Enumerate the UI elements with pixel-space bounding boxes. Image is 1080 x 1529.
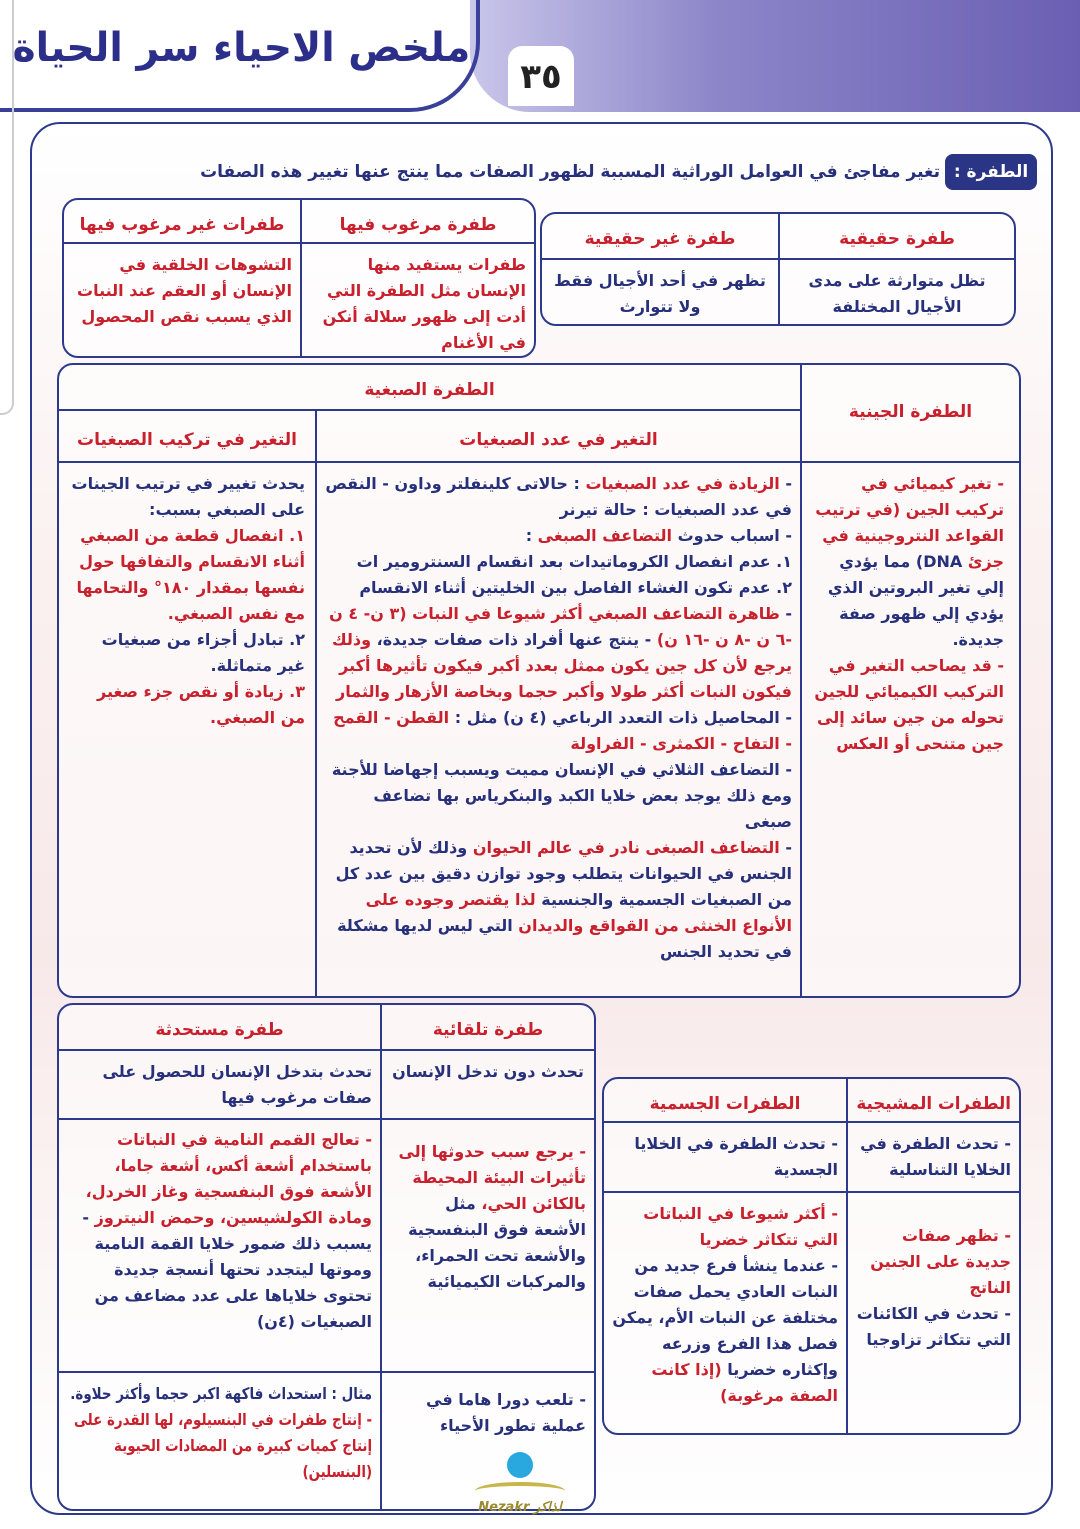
definition-label: الطفرة : bbox=[945, 154, 1037, 190]
cell-content: الطفرات الجسمية bbox=[649, 1094, 801, 1114]
list-item bbox=[67, 1407, 372, 1485]
gene-body bbox=[802, 467, 1012, 761]
header-somatic bbox=[604, 1085, 846, 1123]
margin-line bbox=[0, 0, 14, 415]
header-spontaneous bbox=[382, 1011, 594, 1049]
nezakr-logo bbox=[470, 1448, 570, 1526]
cell-content: طفرة تلقائية bbox=[432, 1020, 544, 1040]
real-mutation-table bbox=[540, 212, 1016, 326]
induced-desc bbox=[59, 1055, 380, 1115]
cell-content: التشوهات الخلقية في الإنسان أو العقم عند النبات الذي يسبب نقص المحصول bbox=[77, 255, 292, 326]
cell-content: - تحدث الطفرة في الخلايا الجسدية bbox=[634, 1134, 838, 1179]
body-text: - المحاصيل ذات التعدد الرباعي (٤ ن) مثل : bbox=[449, 708, 792, 727]
logo-text: Nezakr لذاكر bbox=[478, 1500, 562, 1515]
germinal-desc bbox=[848, 1127, 1019, 1187]
number-body bbox=[317, 467, 800, 969]
highlight-text: وذلك يرجع لأن كل جين يكون ممثل بعدد أكبر فيكون تأثيرها أكبر فيكون النبات أكثر طولا وأكبر حجما وبخاصة الأزهار والثمار bbox=[331, 630, 792, 701]
cell-content bbox=[67, 1127, 372, 1335]
cell-content bbox=[67, 1381, 372, 1485]
cell-content: الطفرات المشيجية bbox=[856, 1094, 1011, 1114]
highlight-text: - يرجع سبب حدوثها إلى تأثيرات البيئة المحيطة بالكائن الحي، bbox=[398, 1142, 586, 1213]
open-book-icon bbox=[475, 1482, 565, 1500]
cell-content bbox=[325, 471, 792, 965]
body-text: - يسبب ذلك ضمور خلايا القمة النامية وموتها ليتجدد تحتها أنسجة جديدة تحتوى خلاياها على عدد مضاعف من الصبغيات (٤ن) bbox=[82, 1208, 372, 1331]
page-number: ٣٥ bbox=[508, 46, 574, 106]
list-item bbox=[69, 627, 305, 679]
highlight-text: لذا يقتصر وجوده على الأنواع الخنثى من القواقع والديدان bbox=[365, 890, 792, 935]
list-item bbox=[325, 601, 792, 757]
highlight-text: - تغير كيميائي في تركيب الجين (في ترتيب القواعد النتروجينية في جزئ bbox=[815, 474, 1004, 571]
body-text: - bbox=[779, 838, 792, 857]
highlight-text: - قد يصاحب التغير في التركيب الكيميائي للجين تحوله من جين سائد إلى جين متنحى أو العكس bbox=[814, 656, 1004, 753]
cell-content bbox=[390, 1387, 586, 1439]
list-item bbox=[69, 679, 305, 731]
induced-examples bbox=[59, 1377, 380, 1489]
body-text: : حالاتى كلينفلتر وداون - النقص في عدد الصبغيات : حالة تيرنر bbox=[325, 474, 792, 519]
list-item bbox=[325, 471, 792, 523]
highlight-text: - أكثر شيوعا في النباتات التي تتكاثر خضريا bbox=[643, 1204, 838, 1249]
cell-content bbox=[856, 1223, 1011, 1353]
page-title bbox=[10, 22, 472, 74]
cell-content bbox=[810, 471, 1004, 757]
list-item bbox=[612, 1253, 838, 1409]
cell-content: طفرات غير مرغوب فيها bbox=[79, 215, 285, 235]
highlight-text: التضاعف الصبغى نادر في عالم الحيوان bbox=[472, 838, 780, 857]
structure-body bbox=[61, 467, 313, 735]
cell-content: الطفرة الصبغية bbox=[364, 380, 495, 400]
cell-content: التغير في تركيب الصبغيات bbox=[76, 430, 298, 450]
body-text: : bbox=[525, 526, 538, 545]
list-item bbox=[325, 757, 792, 835]
cell-type-mutation-table bbox=[602, 1077, 1021, 1435]
body-text: ٢. عدم تكون الغشاء الفاصل بين الخليتين أثناء الانقسام bbox=[359, 578, 792, 597]
desired-desc bbox=[302, 248, 534, 360]
cell-content: الطفرة الجينية bbox=[848, 402, 973, 422]
list-item bbox=[612, 1201, 838, 1253]
cell-content: طفرة غير حقيقية bbox=[584, 229, 736, 249]
header-induced bbox=[59, 1011, 380, 1049]
somatic-details bbox=[604, 1197, 846, 1413]
graduate-icon bbox=[507, 1452, 533, 1478]
cell-content: تغير مفاجئ في العوامل الوراثية المسببة لظهور الصفات مما ينتج عنها تغيير هذه الصفات bbox=[200, 162, 940, 182]
body-text: - bbox=[779, 604, 792, 623]
list-item bbox=[67, 1127, 372, 1335]
induced-method bbox=[59, 1123, 380, 1339]
list-item bbox=[810, 653, 1004, 757]
body-text: - ينتج عنها أفراد ذات صفات جديدة، bbox=[376, 630, 657, 649]
header-gene-mutation bbox=[802, 393, 1019, 431]
cell-content bbox=[612, 1201, 838, 1409]
list-item bbox=[856, 1223, 1011, 1301]
body-text: يحدث تغيير في ترتيب الجينات على الصبغي بسبب: bbox=[71, 474, 305, 519]
real-desc bbox=[780, 264, 1014, 324]
not-real-desc bbox=[542, 264, 778, 324]
body-text: - التضاعف الثلاثي في الإنسان مميت ويسبب إجهاضا للأجنة ومع ذلك يوجد بعض خلايا الكبد والبنكرياس بها تضاعف صبغى bbox=[331, 760, 792, 831]
body-text: وذلك لأن تحديد الجنس في الحيوانات يتطلب وجود توازن دقيق بين عدد كل من الصبغيات الجسمية والجنسية bbox=[335, 838, 792, 909]
spontaneous-desc bbox=[382, 1055, 594, 1089]
undesired-desc bbox=[64, 248, 300, 334]
body-text: مثال : استحداث فاكهة اكبر حجما وأكثر حلاوة. bbox=[70, 1384, 373, 1403]
header-structure-change bbox=[59, 421, 315, 459]
spontaneous-causes bbox=[382, 1135, 594, 1299]
highlight-text: ٣. زيادة أو نقص جزء صغير من الصبغي. bbox=[97, 682, 305, 727]
body-text: - تحدث في الكائنات التي تتكاثر تزاوجيا bbox=[856, 1304, 1011, 1349]
list-item bbox=[67, 1381, 372, 1407]
somatic-desc bbox=[604, 1127, 846, 1187]
highlight-text: القطن - القمح - التفاح - الكمثرى - الفراولة bbox=[333, 708, 792, 753]
list-item bbox=[325, 835, 792, 965]
cell-content: تحدث بتدخل الإنسان للحصول على صفات مرغوب فيها bbox=[102, 1062, 372, 1107]
highlight-text: ١. انفصال قطعة من الصبغي أثناء الانقسام والتفافها حول نفسها بمقدار ١٨٠° والتحامها مع نفس الصبغي. bbox=[76, 526, 305, 623]
cell-content: تظل متوارثة على مدى الأجيال المختلفة bbox=[808, 271, 986, 316]
cell-content: طفرة حقيقية bbox=[839, 229, 955, 249]
spontaneous-role bbox=[382, 1383, 594, 1443]
cell-content: طفرة مرغوب فيها bbox=[339, 215, 497, 235]
highlight-text: الزيادة في عدد الصبغيات bbox=[585, 474, 780, 493]
body-text: ٢. تبادل أجزاء من صبغيات غير متماثلة. bbox=[101, 630, 305, 675]
header-not-real bbox=[542, 220, 778, 258]
list-item bbox=[69, 471, 305, 523]
cell-content: تظهر في أحد الأجيال فقط ولا تتوارث bbox=[554, 271, 766, 316]
cell-content: طفرة مستحدثة bbox=[155, 1020, 284, 1040]
origin-mutation-table bbox=[57, 1003, 596, 1511]
list-item bbox=[325, 575, 792, 601]
highlight-text: ظاهرة التضاعف الصبغي أكثر شيوعا في النبات (٣ ن- ٤ ن -٦ ن -٨ ن -١٦ ن) bbox=[329, 604, 792, 649]
cell-content: طفرات يستفيد منها الإنسان مثل الطفرة التي أدت إلى ظهور سلالة أنكن في الأغنام bbox=[322, 255, 526, 352]
body-text: ١. عدم انفصال الكروماتيدات بعد انقسام السنترومير ات bbox=[356, 552, 792, 571]
header-desired bbox=[302, 206, 534, 244]
definition-text bbox=[150, 158, 940, 186]
highlight-text: (إذا كانت الصفة مرغوبة) bbox=[651, 1360, 838, 1405]
cell-content: - تحدث الطفرة في الخلايا التناسلية bbox=[860, 1134, 1011, 1179]
desired-mutation-table bbox=[62, 198, 536, 358]
list-item bbox=[69, 523, 305, 627]
cell-content bbox=[69, 471, 305, 731]
highlight-text: - تظهر صفات جديدة على الجنين الناتج bbox=[870, 1226, 1011, 1297]
body-text: التي ليس لديها مشكلة في تحديد الجنس bbox=[337, 916, 792, 961]
gene-chromosome-table bbox=[57, 363, 1021, 998]
list-item bbox=[810, 471, 1004, 653]
list-item bbox=[390, 1139, 586, 1295]
highlight-text: - إنتاج طفرات في البنسيلوم، لها القدرة على إنتاج كميات كبيرة من المضادات الحيوية (البنسلين) bbox=[73, 1410, 373, 1481]
highlight-text: التضاعف الصبغى bbox=[537, 526, 673, 545]
cell-content bbox=[390, 1139, 586, 1295]
cell-content: تحدث دون تدخل الإنسان bbox=[392, 1062, 584, 1081]
cell-content: ملخص الاحياء سر الحياة bbox=[12, 25, 470, 71]
body-text: مثل الأشعة فوق البنفسجية والأشعة تحت الحمراء، والمركبات الكيميائية bbox=[408, 1194, 586, 1291]
body-text: - اسباب حدوث bbox=[672, 526, 792, 545]
list-item bbox=[856, 1301, 1011, 1353]
body-text: - bbox=[779, 474, 792, 493]
header-number-change bbox=[317, 421, 800, 459]
body-text: - عندما ينشأ فرع جديد من النبات العادي يحمل صفات مختلفة عن النبات الأم، يمكن فصل هذا الفرع وزرعه وإكثاره خضريا bbox=[612, 1256, 838, 1379]
germinal-details bbox=[848, 1219, 1019, 1357]
cell-content: التغير في عدد الصبغيات bbox=[459, 430, 658, 450]
highlight-text: - تعالج القمم النامية في النباتات باستخدام أشعة أكس، أشعة جاما، الأشعة فوق البنفسجية وغاز الخردل، ومادة الكولشيسين، وحمض النيتروز bbox=[85, 1130, 372, 1227]
list-item bbox=[325, 549, 792, 575]
header-undesired bbox=[64, 206, 300, 244]
header-chromosome-mutation bbox=[59, 371, 800, 409]
body-text: DNA) مما يؤدي إلي تغير البروتين الذي يؤدي إلي ظهور صفة جديدة. bbox=[827, 552, 1004, 649]
header-real bbox=[780, 220, 1014, 258]
list-item bbox=[390, 1387, 586, 1439]
header-germinal bbox=[848, 1085, 1019, 1123]
body-text: - تلعب دورا هاما في عملية تطور الأحياء bbox=[426, 1390, 586, 1435]
list-item bbox=[325, 523, 792, 549]
